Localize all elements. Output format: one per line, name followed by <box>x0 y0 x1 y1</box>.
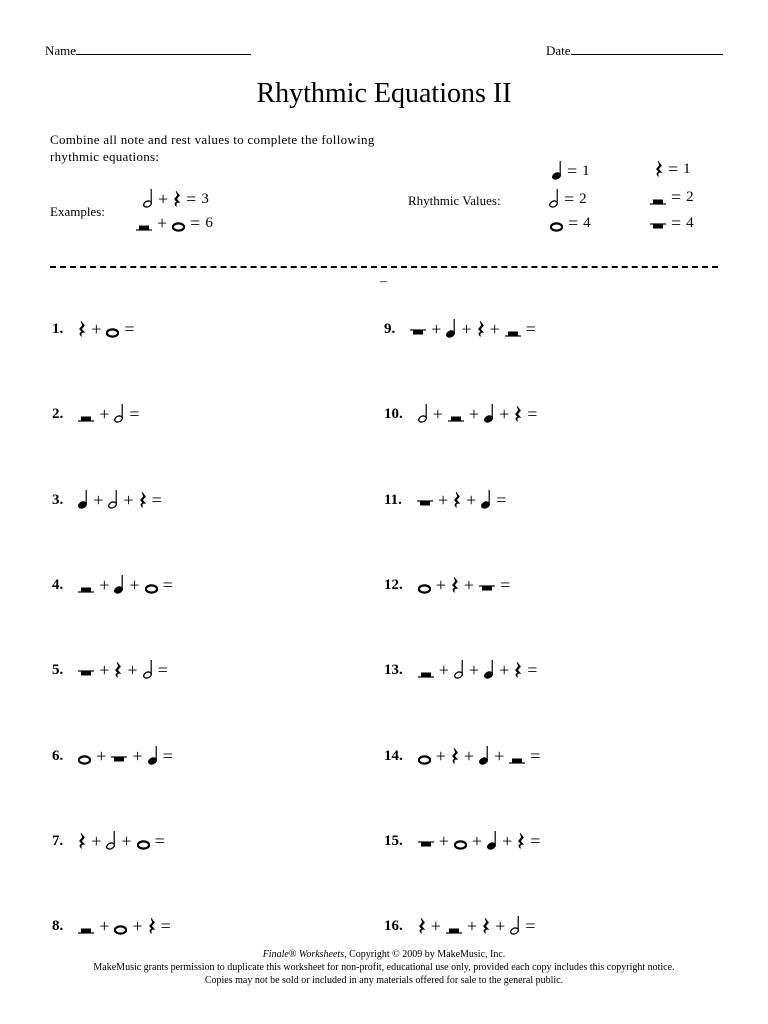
plus-sign: + <box>438 660 449 681</box>
half-rest-icon <box>650 194 666 206</box>
whole-note-icon <box>454 838 467 850</box>
quarter-note-icon <box>446 318 456 338</box>
half-note-icon <box>549 188 559 208</box>
plus-sign: + <box>461 319 472 339</box>
plus-sign: + <box>435 745 446 766</box>
equals-sign: = <box>162 745 173 766</box>
half-note-icon <box>108 489 118 509</box>
plus-sign: + <box>437 489 449 510</box>
whole-rest-icon <box>650 220 666 232</box>
half-note-icon <box>106 830 116 850</box>
quarter-rest-icon <box>173 190 181 208</box>
equation-number: 11. <box>384 491 402 508</box>
plus-sign: + <box>123 489 134 510</box>
page-title: Rhythmic Equations II <box>256 78 512 109</box>
quarter-rest-icon <box>78 832 86 850</box>
whole-note-icon <box>418 582 431 594</box>
equals-sign: = <box>186 189 197 209</box>
quarter-rest-icon <box>78 320 86 338</box>
half-rest-icon <box>509 753 525 765</box>
equation-row <box>52 487 162 509</box>
plus-sign: + <box>93 489 104 510</box>
whole-note-icon <box>550 220 563 232</box>
half-note-icon <box>114 403 124 423</box>
whole-rest-icon <box>417 497 433 509</box>
half-rest-icon <box>448 411 464 423</box>
plus-sign: + <box>431 319 442 339</box>
rhythmic-value-item <box>549 188 587 208</box>
equation-row <box>52 657 168 679</box>
equals-sign: = <box>567 161 578 181</box>
plus-sign: + <box>438 830 449 851</box>
equation-number: 12. <box>384 576 403 593</box>
half-rest-icon <box>78 582 94 594</box>
equation-number: 6. <box>52 747 64 764</box>
quarter-note-icon <box>78 489 88 509</box>
whole-note-icon <box>145 582 158 594</box>
whole-note-icon <box>78 753 91 765</box>
half-note-icon <box>418 403 428 423</box>
whole-note-icon <box>106 326 119 338</box>
plus-sign: + <box>432 404 443 425</box>
quarter-note-icon <box>479 745 489 765</box>
rhythmic-value: 1 <box>683 161 691 177</box>
quarter-rest-icon <box>655 160 663 178</box>
quarter-rest-icon <box>114 661 122 679</box>
plus-sign: + <box>435 574 446 595</box>
half-note-icon <box>143 659 153 679</box>
plus-sign: + <box>127 660 138 681</box>
plus-sign: + <box>158 189 169 209</box>
equals-sign: = <box>129 404 140 425</box>
example-row <box>143 188 209 208</box>
plus-sign: + <box>463 574 475 595</box>
equation-row <box>384 743 540 765</box>
whole-rest-icon <box>410 326 426 338</box>
plus-sign: + <box>471 830 483 851</box>
equation-number: 4. <box>52 576 64 593</box>
equals-sign: = <box>124 319 135 339</box>
plus-sign: + <box>489 319 500 339</box>
example-result: 3 <box>201 191 209 207</box>
equation-row <box>384 316 536 338</box>
quarter-rest-icon <box>517 832 525 850</box>
date-label: Date <box>546 43 571 58</box>
rhythmic-value: 2 <box>686 189 694 205</box>
quarter-note-icon <box>487 830 497 850</box>
equals-sign: = <box>160 916 171 937</box>
whole-rest-icon <box>418 838 434 850</box>
plus-sign: + <box>495 916 506 937</box>
whole-rest-icon <box>111 753 127 765</box>
plus-sign: + <box>157 213 168 233</box>
name-underline[interactable] <box>76 42 251 55</box>
equals-sign: = <box>530 830 541 851</box>
footer-line-3: Copies may not be sold or included in any materials offered for sale to the general public. <box>204 975 564 986</box>
equals-sign: = <box>527 404 538 425</box>
equation-row <box>52 743 173 765</box>
whole-rest-icon <box>78 667 94 679</box>
half-rest-icon <box>78 923 94 935</box>
plus-sign: + <box>99 916 110 937</box>
rhythmic-values-label: Rhythmic Values: <box>408 193 501 208</box>
equation-number: 13. <box>384 662 403 679</box>
whole-note-icon <box>418 753 431 765</box>
quarter-rest-icon <box>148 917 156 935</box>
half-rest-icon <box>418 667 434 679</box>
equation-number: 15. <box>384 832 403 849</box>
example-row <box>136 214 213 232</box>
quarter-note-icon <box>148 745 158 765</box>
equation-row <box>384 401 537 423</box>
date-underline[interactable] <box>571 42 723 55</box>
plus-sign: + <box>494 745 505 766</box>
equation-number: 2. <box>52 406 64 423</box>
quarter-note-icon <box>481 489 491 509</box>
equation-number: 1. <box>52 321 64 337</box>
plus-sign: + <box>430 916 441 937</box>
equals-sign: = <box>671 213 682 233</box>
equals-sign: = <box>530 745 541 766</box>
examples-label: Examples: <box>50 204 105 219</box>
footer-brand: Finale® Worksheets <box>262 949 345 960</box>
quarter-rest-icon <box>514 661 522 679</box>
quarter-note-icon <box>484 403 494 423</box>
equation-row <box>52 316 135 338</box>
half-note-icon <box>143 188 153 208</box>
separator-tail: – <box>380 274 387 289</box>
half-rest-icon <box>78 411 94 423</box>
plus-sign: + <box>91 319 102 339</box>
equals-sign: = <box>668 159 679 179</box>
rhythmic-value-item <box>552 160 590 180</box>
plus-sign: + <box>468 404 480 425</box>
plus-sign: + <box>121 830 132 851</box>
quarter-rest-icon <box>418 917 426 935</box>
equation-row <box>52 913 171 935</box>
rhythmic-value-item <box>655 160 691 178</box>
plus-sign: + <box>466 916 478 937</box>
equation-number: 16. <box>384 918 403 935</box>
half-note-icon <box>510 915 520 935</box>
rhythmic-value: 4 <box>686 215 694 231</box>
equation-row <box>384 487 506 509</box>
equals-sign: = <box>496 489 507 510</box>
equals-sign: = <box>568 213 579 233</box>
rhythmic-value: 2 <box>579 191 587 207</box>
whole-note-icon <box>114 923 127 935</box>
plus-sign: + <box>499 404 510 425</box>
plus-sign: + <box>499 660 510 681</box>
quarter-rest-icon <box>453 491 461 509</box>
equation-row <box>52 572 173 594</box>
example-result: 6 <box>205 215 213 231</box>
quarter-rest-icon <box>139 491 147 509</box>
equation-number: 10. <box>384 406 403 423</box>
equation-number: 8. <box>52 918 64 935</box>
plus-sign: + <box>132 745 143 766</box>
equals-sign: = <box>500 574 511 595</box>
quarter-note-icon <box>484 659 494 679</box>
equation-number: 7. <box>52 832 64 849</box>
instructions: Combine all note and rest values to complete the following rhythmic equations: <box>50 132 375 164</box>
quarter-note-icon <box>552 160 562 180</box>
whole-note-icon <box>172 220 185 232</box>
plus-sign: + <box>466 489 477 510</box>
whole-rest-icon <box>479 582 495 594</box>
half-rest-icon <box>505 326 521 338</box>
equation-number: 3. <box>52 491 64 508</box>
equals-sign: = <box>671 187 682 207</box>
plus-sign: + <box>99 574 110 595</box>
name-field[interactable] <box>45 42 251 59</box>
plus-sign: + <box>99 660 110 681</box>
half-rest-icon <box>136 220 152 232</box>
equals-sign: = <box>525 319 536 339</box>
equation-number: 9. <box>384 321 396 337</box>
equation-number: 5. <box>52 662 64 679</box>
quarter-rest-icon <box>477 320 485 338</box>
name-label: Name <box>45 43 77 58</box>
half-rest-icon <box>446 923 462 935</box>
footer-line-2: MakeMusic grants permission to duplicate this worksheet for non-profit, educational use only, provided each copy includes this copyright notice. <box>93 962 675 973</box>
plus-sign: + <box>91 830 102 851</box>
equation-row <box>384 657 537 679</box>
equals-sign: = <box>157 660 168 681</box>
equals-sign: = <box>190 213 201 233</box>
equation-row <box>384 828 540 850</box>
equals-sign: = <box>151 489 162 510</box>
equation-row <box>384 913 535 935</box>
equation-row <box>52 828 165 850</box>
equals-sign: = <box>525 916 536 937</box>
equation-row <box>384 572 510 594</box>
quarter-rest-icon <box>451 747 459 765</box>
plus-sign: + <box>468 660 480 681</box>
equals-sign: = <box>162 574 173 595</box>
rhythmic-value-item <box>650 214 694 232</box>
plus-sign: + <box>463 745 475 766</box>
rhythmic-value-item <box>550 214 591 232</box>
separator-line <box>50 266 718 268</box>
plus-sign: + <box>502 830 513 851</box>
half-note-icon <box>454 659 464 679</box>
plus-sign: + <box>96 745 107 766</box>
quarter-rest-icon <box>482 917 490 935</box>
quarter-rest-icon <box>514 405 522 423</box>
equals-sign: = <box>564 189 575 209</box>
quarter-rest-icon <box>451 576 459 594</box>
footer-line-1 <box>0 948 768 961</box>
rhythmic-value-item <box>650 188 694 206</box>
plus-sign: + <box>132 916 143 937</box>
plus-sign: + <box>99 404 110 425</box>
equals-sign: = <box>154 830 165 851</box>
equation-number: 14. <box>384 747 403 764</box>
rhythmic-value: 4 <box>583 215 591 231</box>
date-field[interactable] <box>546 42 723 59</box>
equation-row <box>52 401 140 423</box>
rhythmic-value: 1 <box>582 163 590 179</box>
equals-sign: = <box>527 660 538 681</box>
quarter-note-icon <box>114 574 124 594</box>
footer-copyright: , Copyright © 2009 by MakeMusic, Inc. <box>344 949 506 960</box>
whole-note-icon <box>137 838 150 850</box>
plus-sign: + <box>129 574 140 595</box>
